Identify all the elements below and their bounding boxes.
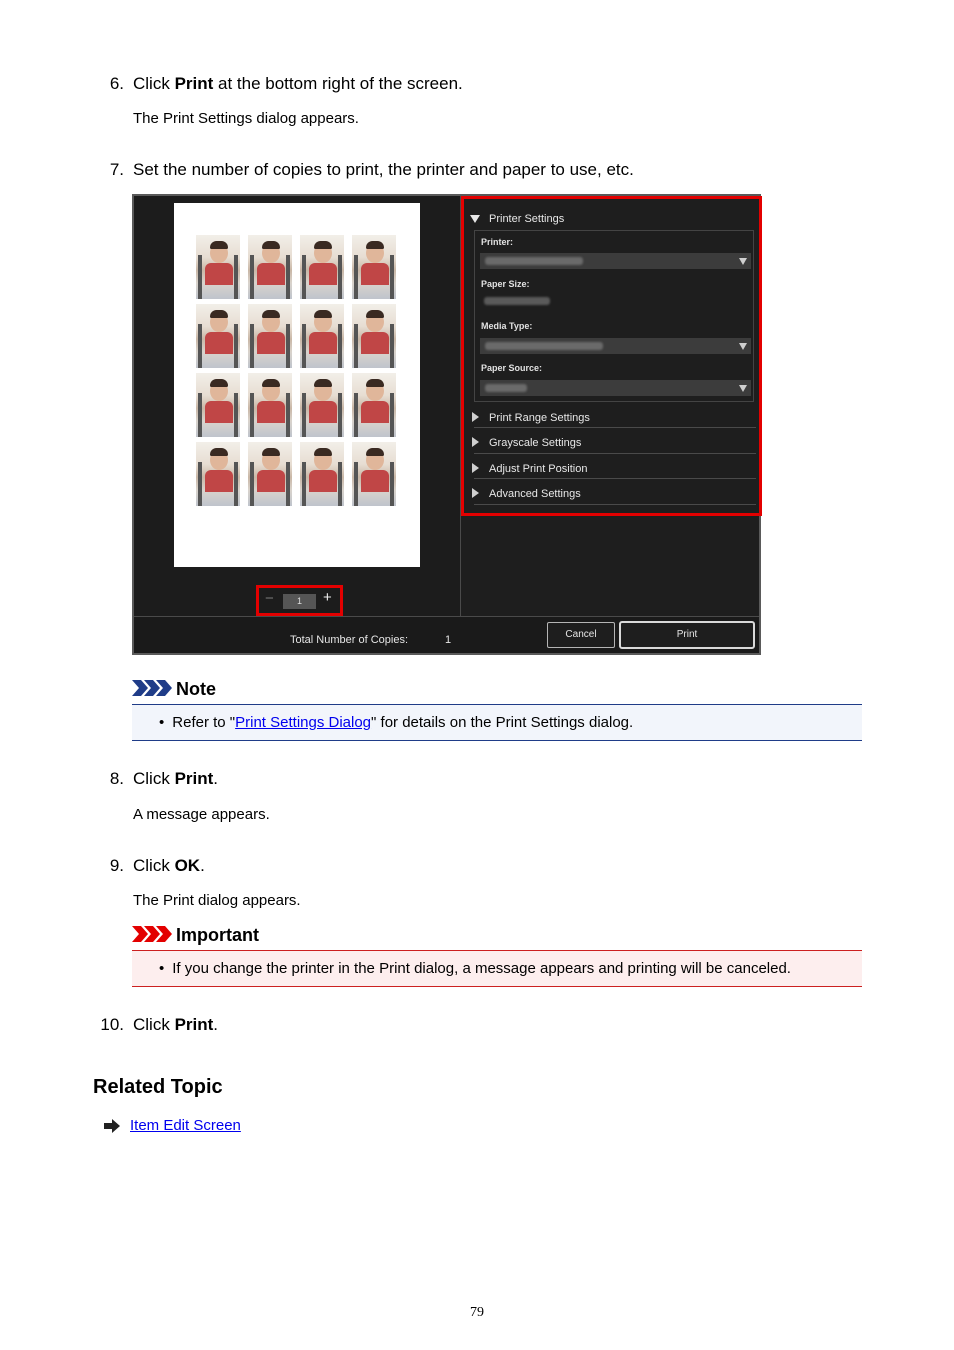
related-topic-heading: Related Topic xyxy=(93,1076,223,1098)
step-text-post: . xyxy=(213,769,219,788)
photo-thumbnail xyxy=(352,373,396,437)
grayscale-settings-header[interactable]: Grayscale Settings xyxy=(489,437,582,449)
item-edit-screen-link[interactable]: Item Edit Screen xyxy=(130,1117,241,1134)
dropdown-arrow-icon xyxy=(739,385,747,392)
printer-settings-highlight xyxy=(461,196,762,516)
printer-settings-header[interactable]: Printer Settings xyxy=(489,213,565,225)
step-number: 10. xyxy=(100,1015,124,1034)
divider xyxy=(474,453,756,454)
note-text-post: " for details on the Print Settings dialog. xyxy=(371,714,634,731)
total-copies-label: Total Number of Copies: xyxy=(290,634,408,646)
total-copies-value: 1 xyxy=(445,634,452,646)
step-text-post: . xyxy=(213,1015,219,1034)
photo-thumbnail xyxy=(300,442,344,506)
page-number: 79 xyxy=(470,1305,484,1320)
photo-grid xyxy=(196,235,396,506)
step-instruction xyxy=(133,1015,218,1035)
important-item xyxy=(159,960,791,977)
important-title: Important xyxy=(176,925,259,945)
step-number: 7. xyxy=(109,160,124,179)
photo-thumbnail xyxy=(196,304,240,368)
step-text-bold: OK xyxy=(174,856,201,875)
expand-right-icon xyxy=(472,412,479,422)
dialog-footer xyxy=(134,616,759,653)
step-text-bold: Print xyxy=(174,1015,214,1034)
paper-source-select[interactable] xyxy=(480,380,751,396)
print-settings-screenshot xyxy=(132,194,761,655)
print-settings-dialog-link[interactable]: Print Settings Dialog xyxy=(235,714,372,731)
photo-thumbnail xyxy=(248,235,292,299)
step-text-post: . xyxy=(200,856,205,875)
printer-select[interactable] xyxy=(480,253,751,269)
printer-label: Printer: xyxy=(481,237,514,247)
step-number: 6. xyxy=(109,74,124,93)
photo-thumbnail xyxy=(248,442,292,506)
bullet: • xyxy=(159,714,165,731)
important-text: If you change the printer in the Print dialog, a message appears and printing will be canceled. xyxy=(172,960,791,977)
important-chevrons-icon xyxy=(132,926,172,942)
photo-thumbnail xyxy=(352,235,396,299)
step-result: The Print Settings dialog appears. xyxy=(133,110,359,127)
important-box xyxy=(132,950,862,987)
print-range-settings-header[interactable]: Print Range Settings xyxy=(489,412,590,424)
dropdown-arrow-icon xyxy=(739,258,747,265)
step-instruction xyxy=(133,856,205,876)
minus-icon[interactable]: − xyxy=(265,590,274,607)
step-number: 9. xyxy=(109,856,124,875)
plus-icon[interactable]: + xyxy=(323,589,332,606)
step-text-pre: Click xyxy=(133,74,175,93)
divider xyxy=(474,478,756,479)
photo-thumbnail xyxy=(300,235,344,299)
step-text-bold: Print xyxy=(174,769,214,788)
note-chevrons-icon xyxy=(132,680,172,696)
expand-right-icon xyxy=(472,437,479,447)
step-instruction xyxy=(133,769,218,789)
dropdown-arrow-icon xyxy=(739,343,747,350)
step-instruction: Set the number of copies to print, the printer and paper to use, etc. xyxy=(133,160,634,179)
copies-pager-highlight xyxy=(256,585,343,616)
bullet: • xyxy=(159,960,165,977)
paper-source-label: Paper Source: xyxy=(481,363,543,373)
photo-thumbnail xyxy=(196,235,240,299)
photo-thumbnail xyxy=(300,304,344,368)
print-preview-page xyxy=(174,203,420,567)
paper-size-label: Paper Size: xyxy=(481,279,530,289)
photo-thumbnail xyxy=(196,373,240,437)
photo-thumbnail xyxy=(352,304,396,368)
photo-thumbnail xyxy=(248,373,292,437)
photo-thumbnail xyxy=(248,304,292,368)
expand-down-icon xyxy=(470,215,480,223)
expand-right-icon xyxy=(472,488,479,498)
note-text-pre: Refer to " xyxy=(172,714,236,731)
step-result: A message appears. xyxy=(133,806,270,823)
preview-pane xyxy=(134,196,461,616)
step-result: The Print dialog appears. xyxy=(133,892,301,909)
step-text-pre: Click xyxy=(133,856,175,875)
step-text-pre: Click xyxy=(133,769,175,788)
paper-size-value[interactable] xyxy=(484,297,550,305)
arrow-right-icon xyxy=(104,1119,120,1133)
note-item xyxy=(159,714,633,731)
note-title: Note xyxy=(176,679,216,699)
media-type-label: Media Type: xyxy=(481,321,533,331)
photo-thumbnail xyxy=(300,373,344,437)
media-type-select[interactable] xyxy=(480,338,751,354)
step-text-bold: Print xyxy=(174,74,214,93)
adjust-print-position-header[interactable]: Adjust Print Position xyxy=(489,463,588,475)
photo-thumbnail xyxy=(352,442,396,506)
photo-thumbnail xyxy=(196,442,240,506)
step-number: 8. xyxy=(109,769,124,788)
step-text-pre: Click xyxy=(133,1015,175,1034)
divider xyxy=(474,504,756,505)
step-text-post: at the bottom right of the screen. xyxy=(213,74,463,93)
step-instruction xyxy=(133,74,463,94)
print-button[interactable]: Print xyxy=(619,621,755,649)
page-number-field[interactable]: 1 xyxy=(283,594,316,609)
advanced-settings-header[interactable]: Advanced Settings xyxy=(489,488,581,500)
note-box xyxy=(132,704,862,741)
cancel-button[interactable]: Cancel xyxy=(547,622,615,648)
expand-right-icon xyxy=(472,463,479,473)
divider xyxy=(474,427,756,428)
